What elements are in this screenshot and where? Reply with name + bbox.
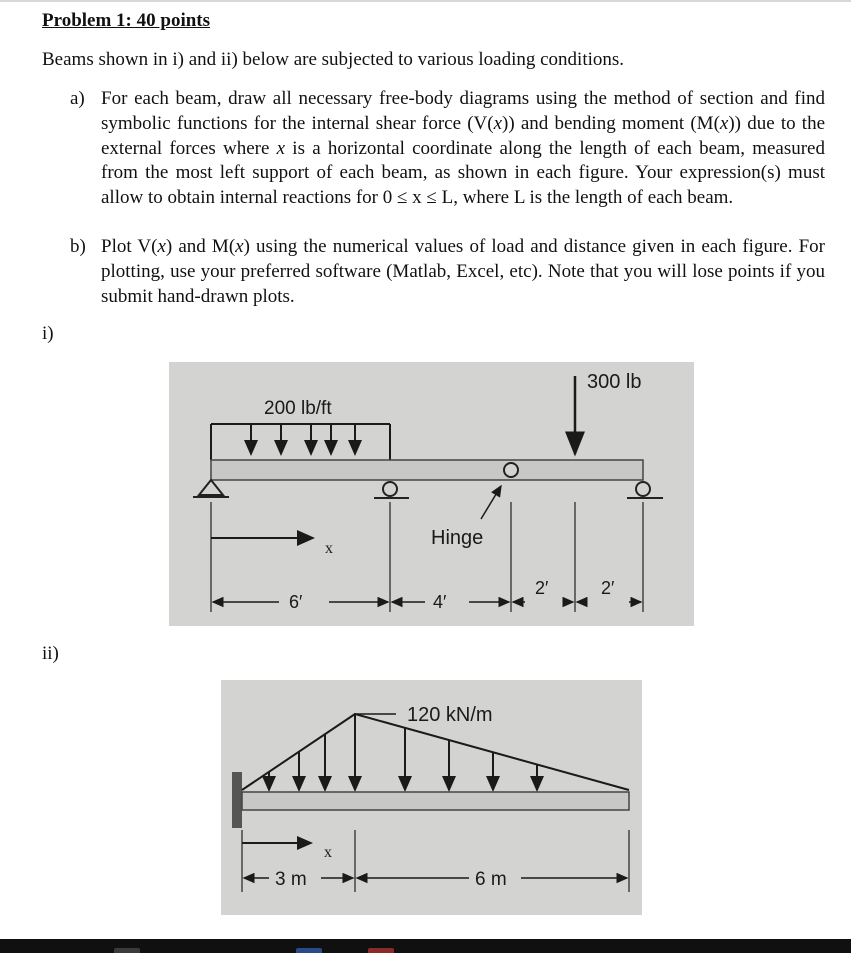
x-label: x [324,844,332,861]
item-b-text: Plot V(x) and M(x) using the numerical values of load and distance given in each figure. For plotting, use your preferred software (Matlab, Excel, etc). Note that you will lose points if you submit hand-drawn plots. [101,236,825,307]
dimension-label-1: 3 m [275,869,307,890]
hinge-label: Hinge [431,527,484,549]
item-a-label: a) [70,88,85,109]
item-a-text: For each beam, draw all necessary free-body diagrams using the method of section and find symbolic functions for the internal shear force (V(x)) and bending moment (M(x)) due to the external forces where x is a horizontal coordinate along the length of each beam, measured from the most left support of each beam, as shown in each figure. Your expression(s) must allow to obtain internal reactions for 0 ≤ x ≤ L, where L is the length of each beam. [101,88,826,209]
list-item-b [70,235,825,309]
distributed-load-label: 200 lb/ft [264,398,332,419]
figure-i-label: i) [42,323,54,344]
x-label: x [325,540,333,557]
dimension-label-2: 4′ [433,592,447,612]
item-b-label: b) [70,236,86,257]
list-item-a [70,87,825,211]
fixed-wall [232,772,242,828]
dimension-label-2: 6 m [475,869,507,890]
point-load-label: 300 lb [587,371,642,393]
beam-ii [242,792,629,810]
figure-ii-label: ii) [42,643,59,664]
beam-i [211,460,643,480]
hinge-symbol [504,463,518,477]
problem-title: Problem 1: 40 points [42,10,211,31]
taskbar-app-icon[interactable] [114,948,140,953]
dimension-label-3: 2′ [535,578,549,598]
top-divider [0,0,851,2]
dimension-label-1: 6′ [289,592,303,612]
photo-background [169,362,694,626]
taskbar-app-icon[interactable] [296,948,322,953]
dimension-label-4: 2′ [601,578,615,598]
intro-text: Beams shown in i) and ii) below are subjected to various loading conditions. [42,49,625,70]
distributed-load-label: 120 kN/m [407,704,493,726]
taskbar-app-icon[interactable] [368,948,394,953]
beam-figure-ii [221,680,642,915]
beam-figure-i [169,362,694,626]
